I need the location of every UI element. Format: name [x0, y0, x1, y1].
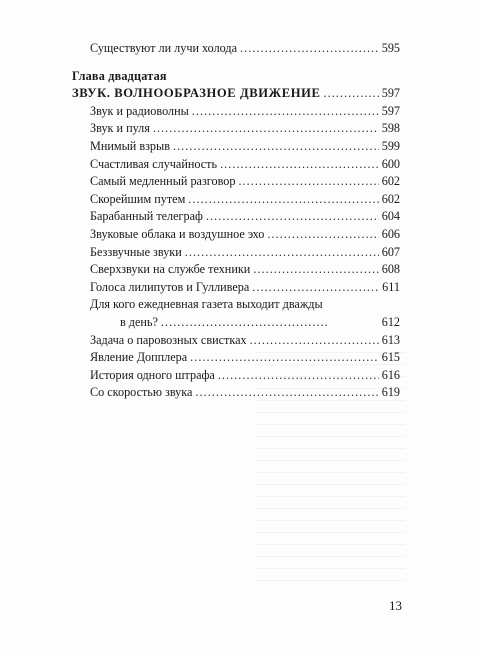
toc-entry [72, 349, 400, 367]
toc-entry [72, 173, 400, 191]
leader-dots [161, 314, 379, 332]
chapter-label: Глава двадцатая [72, 68, 167, 83]
toc-entry-page: 595 [381, 41, 400, 55]
leader-dots [324, 85, 379, 103]
leader-dots [153, 120, 379, 138]
toc-entry-title: Беззвучные звуки [90, 244, 182, 259]
toc-entry-title-line2: в день? [120, 314, 158, 329]
toc-entry-title: История одного штрафа [90, 367, 215, 382]
toc-entry-page: 600 [381, 156, 400, 171]
chapter-title: ЗВУК. ВОЛНООБРАЗНОЕ ДВИЖЕНИЕ [72, 86, 321, 101]
toc-entry-page: 606 [381, 226, 400, 241]
toc-entry-title: Со скоростью звука [90, 385, 193, 400]
toc-entry-title: Звук и радиоволны [90, 103, 189, 118]
leader-dots [240, 40, 379, 58]
toc-entry-page: 597 [381, 86, 400, 101]
leader-dots [192, 103, 379, 121]
toc-entry [72, 244, 400, 262]
toc-entry-page: 604 [381, 209, 400, 224]
toc-entry-title: Задача о паровозных свистках [90, 332, 247, 347]
leader-dots [188, 191, 378, 209]
toc-entry [72, 226, 400, 244]
leader-dots [218, 367, 379, 385]
toc-entry [72, 120, 400, 138]
toc-entry-page: 602 [381, 174, 400, 189]
toc-entry-title: Счастливая случайность [90, 156, 218, 171]
toc-entry-title: Звук и пуля [90, 121, 150, 136]
toc-entry [72, 367, 400, 385]
toc-entry-wrapped [72, 296, 400, 331]
toc-entry-page: 597 [381, 103, 400, 118]
toc-entry-page: 598 [381, 121, 400, 136]
leader-dots [267, 226, 378, 244]
chapter-title-entry [72, 85, 400, 103]
page-number: 13 [389, 598, 402, 613]
toc-entry [72, 332, 400, 350]
toc-entry [72, 208, 400, 226]
toc-entry [72, 138, 400, 156]
toc-entry-title-line1: Для кого ежедневная газета выходит дважды [90, 297, 323, 312]
leader-dots [195, 384, 378, 402]
leader-dots [220, 156, 379, 174]
toc-entry-title-line2-row [90, 314, 400, 332]
toc-entry [72, 103, 400, 121]
toc-entry-page: 619 [381, 385, 400, 400]
toc-entry-title: Барабанный телеграф [90, 209, 203, 224]
toc-entry-page: 607 [381, 244, 400, 259]
leader-dots [253, 261, 378, 279]
leader-dots [238, 173, 378, 191]
toc-entry-title: Звуковые облака и воздушное эхо [90, 226, 265, 241]
toc-entry-title: Мнимый взрыв [90, 138, 170, 153]
toc-entry-list [72, 332, 400, 402]
toc-entry-page: 602 [381, 191, 400, 206]
toc-entry [72, 156, 400, 174]
leader-dots [206, 208, 379, 226]
leader-dots [185, 244, 379, 262]
toc-entry [72, 40, 400, 58]
toc-entry-title: Самый медленный разговор [90, 174, 236, 189]
toc-entry-page: 612 [381, 314, 400, 329]
toc-entry [72, 279, 400, 297]
toc-entry-page: 611 [382, 279, 400, 294]
leader-dots [252, 279, 379, 297]
toc-entry-page: 608 [381, 262, 400, 277]
toc-entry [72, 384, 400, 402]
toc-entry [72, 261, 400, 279]
toc-entry-title: Существуют ли лучи холода [90, 41, 238, 55]
toc-entry-page: 616 [381, 367, 400, 382]
toc-entry-page: 615 [381, 350, 400, 365]
leader-dots [173, 138, 379, 156]
toc-entry-list [72, 103, 400, 297]
toc-entry [72, 191, 400, 209]
toc-entry-page: 599 [381, 138, 400, 153]
toc-entry-title: Сверхзвуки на службе техники [90, 262, 251, 277]
toc-entry-title: Скорейшим путем [90, 191, 186, 206]
toc-entry-page: 613 [381, 332, 400, 347]
leader-dots [190, 349, 379, 367]
leader-dots [250, 332, 379, 350]
table-of-contents [72, 40, 400, 402]
toc-entry-title: Голоса лилипутов и Гулливера [90, 279, 250, 294]
toc-entry-title: Явление Допплера [90, 350, 188, 365]
